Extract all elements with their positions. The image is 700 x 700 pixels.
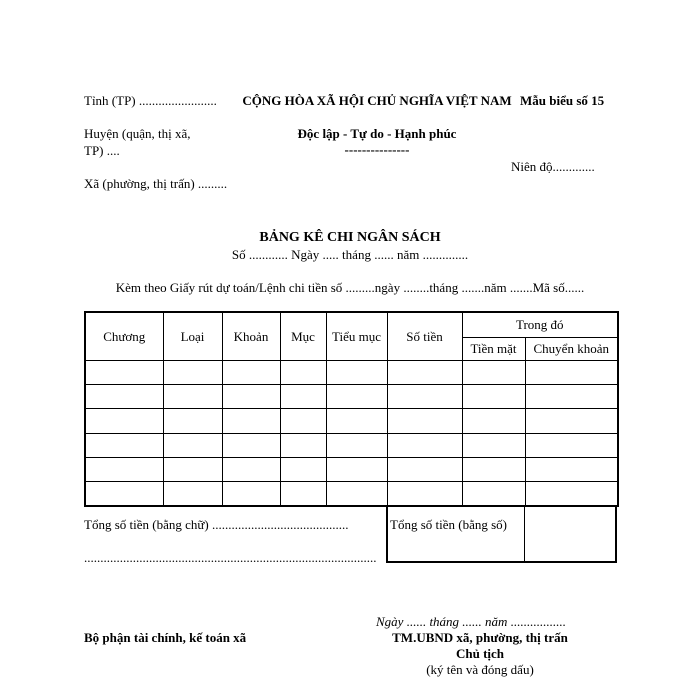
table-cell[interactable] bbox=[163, 385, 222, 409]
table-cell[interactable] bbox=[387, 457, 462, 481]
table-row bbox=[85, 457, 618, 481]
col-header-amount: Số tiền bbox=[387, 312, 462, 361]
table-cell[interactable] bbox=[387, 361, 462, 385]
total-in-words-label: Tổng số tiền (bằng chữ) .......................................... bbox=[84, 517, 349, 532]
table-cell[interactable] bbox=[387, 433, 462, 457]
attachment-reference: Kèm theo Giấy rút dự toán/Lệnh chi tiền số .........ngày ........tháng .......năm .......Mã số...... bbox=[115, 280, 585, 295]
table-row bbox=[85, 385, 618, 409]
province-field: Tỉnh (TP) ........................ bbox=[84, 93, 217, 108]
table-cell[interactable] bbox=[163, 361, 222, 385]
table-cell[interactable] bbox=[280, 409, 326, 433]
table-cell[interactable] bbox=[326, 409, 387, 433]
table-cell[interactable] bbox=[525, 409, 618, 433]
col-header-section: Mục bbox=[280, 312, 326, 361]
col-header-subsection: Tiểu mục bbox=[326, 312, 387, 361]
budget-expense-table bbox=[84, 311, 619, 507]
col-header-breakdown: Trong đó bbox=[462, 312, 618, 338]
table-cell[interactable] bbox=[280, 481, 326, 506]
table-cell[interactable] bbox=[525, 433, 618, 457]
table-cell[interactable] bbox=[222, 385, 280, 409]
district-field: Huyện (quận, thị xã, bbox=[84, 126, 191, 141]
table-cell[interactable] bbox=[462, 409, 525, 433]
col-header-item: Khoản bbox=[222, 312, 280, 361]
table-cell[interactable] bbox=[85, 457, 163, 481]
table-cell[interactable] bbox=[85, 433, 163, 457]
national-title: CỘNG HÒA XÃ HỘI CHỦ NGHĨA VIỆT NAM bbox=[242, 93, 512, 108]
table-cell[interactable] bbox=[462, 457, 525, 481]
table-cell[interactable] bbox=[222, 481, 280, 506]
table-cell[interactable] bbox=[462, 433, 525, 457]
col-header-cash: Tiền mặt bbox=[462, 338, 525, 361]
total-in-words-line: .......................................................................................... bbox=[84, 550, 377, 565]
table-row bbox=[85, 433, 618, 457]
total-box-divider bbox=[524, 507, 525, 561]
table-cell[interactable] bbox=[280, 385, 326, 409]
table-row bbox=[85, 361, 618, 385]
document-title: BẢNG KÊ CHI NGÂN SÁCH bbox=[259, 230, 441, 245]
table-cell[interactable] bbox=[326, 361, 387, 385]
table-cell[interactable] bbox=[163, 457, 222, 481]
table-row bbox=[85, 481, 618, 506]
table-row bbox=[85, 409, 618, 433]
table-cell[interactable] bbox=[163, 433, 222, 457]
total-in-numbers-label: Tổng số tiền (bằng số) bbox=[390, 517, 507, 532]
signature-date: Ngày ...... tháng ...... năm ................. bbox=[376, 614, 566, 629]
col-header-transfer: Chuyển khoản bbox=[525, 338, 618, 361]
table-cell[interactable] bbox=[387, 385, 462, 409]
table-cell[interactable] bbox=[525, 361, 618, 385]
motto-divider: --------------- bbox=[344, 142, 410, 157]
table-cell[interactable] bbox=[525, 481, 618, 506]
table-cell[interactable] bbox=[462, 385, 525, 409]
table-cell[interactable] bbox=[222, 409, 280, 433]
table-cell[interactable] bbox=[326, 481, 387, 506]
col-header-type: Loại bbox=[163, 312, 222, 361]
chairman-title: Chủ tịch bbox=[455, 646, 505, 661]
table-cell[interactable] bbox=[85, 409, 163, 433]
table-cell[interactable] bbox=[525, 457, 618, 481]
committee-signer-title: TM.UBND xã, phường, thị trấn bbox=[392, 630, 568, 645]
commune-field: Xã (phường, thị trấn) ......... bbox=[84, 176, 228, 191]
table-cell[interactable] bbox=[85, 481, 163, 506]
table-cell[interactable] bbox=[222, 457, 280, 481]
sign-and-stamp-note: (ký tên và đóng dấu) bbox=[426, 662, 534, 677]
table-cell[interactable] bbox=[280, 457, 326, 481]
table-cell[interactable] bbox=[280, 433, 326, 457]
table-cell[interactable] bbox=[163, 409, 222, 433]
table-cell[interactable] bbox=[525, 385, 618, 409]
table-cell[interactable] bbox=[222, 361, 280, 385]
table-cell[interactable] bbox=[222, 433, 280, 457]
total-numbers-box bbox=[386, 507, 617, 563]
col-header-chapter: Chương bbox=[85, 312, 163, 361]
table-cell[interactable] bbox=[387, 409, 462, 433]
finance-department-signer: Bộ phận tài chính, kế toán xã bbox=[84, 630, 247, 645]
table-cell[interactable] bbox=[280, 361, 326, 385]
table-cell[interactable] bbox=[163, 481, 222, 506]
table-cell[interactable] bbox=[462, 361, 525, 385]
table-cell[interactable] bbox=[462, 481, 525, 506]
fiscal-year-field: Niên độ............. bbox=[511, 159, 595, 174]
document-number-date: Số ............ Ngày ..... tháng ...... năm .............. bbox=[231, 247, 469, 262]
district-field-cont: TP) .... bbox=[84, 143, 120, 158]
table-cell[interactable] bbox=[326, 433, 387, 457]
table-cell[interactable] bbox=[85, 385, 163, 409]
table-cell[interactable] bbox=[85, 361, 163, 385]
national-motto: Độc lập - Tự do - Hạnh phúc bbox=[297, 126, 457, 141]
table-cell[interactable] bbox=[326, 457, 387, 481]
form-number: Mẫu biểu số 15 bbox=[520, 93, 605, 108]
table-cell[interactable] bbox=[387, 481, 462, 506]
table-cell[interactable] bbox=[326, 385, 387, 409]
